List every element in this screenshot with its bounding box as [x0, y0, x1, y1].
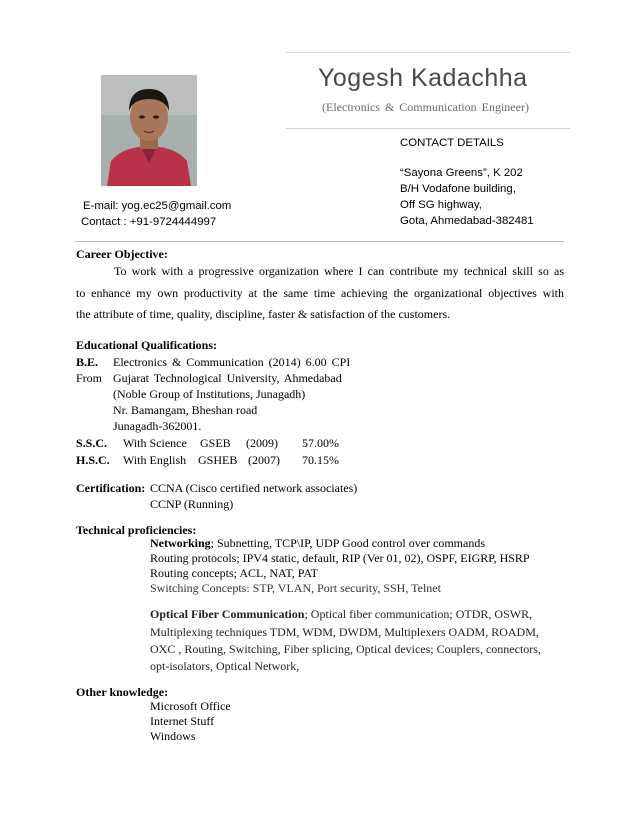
contact-details-heading: CONTACT DETAILS: [400, 137, 504, 149]
ssc-year: (2009): [246, 436, 278, 450]
hsc-stream: With English: [123, 453, 187, 467]
hsc-year: (2007): [248, 453, 280, 467]
be-city: Junagadh-362001.: [113, 419, 202, 433]
header-top-rule: [286, 52, 570, 53]
hsc-label: H.S.C.: [76, 453, 110, 467]
certification-item: CCNP (Running): [150, 497, 234, 511]
optical-line: opt-isolators, Optical Network,: [150, 659, 300, 673]
ssc-label: S.S.C.: [76, 436, 108, 450]
certification-item: CCNA (Cisco certified network associates): [150, 481, 358, 495]
be-college: (Noble Group of Institutions, Junagadh): [113, 387, 306, 401]
ssc-score: 57.00%: [302, 436, 339, 450]
optical-title: Optical Fiber Communication: [150, 607, 305, 621]
address-line: Off SG highway,: [400, 199, 482, 211]
optical-detail: ; Optical fiber communication; OTDR, OSWR,: [304, 607, 533, 621]
networking-line: Routing concepts; ACL, NAT, PAT: [150, 566, 319, 580]
ssc-board: GSEB: [200, 436, 231, 450]
hsc-board: GSHEB: [198, 453, 238, 467]
networking-line: Switching Concepts: STP, VLAN, Port security, SSH, Telnet: [150, 581, 441, 595]
networking-title: Networking: [150, 536, 211, 550]
optical-line: Multiplexing techniques TDM, WDM, DWDM, Multiplexers OADM, ROADM,: [150, 625, 539, 639]
be-from-label: From: [76, 371, 103, 385]
other-knowledge-heading: Other knowledge:: [76, 685, 169, 699]
hsc-score: 70.15%: [302, 453, 339, 467]
networking-line: Routing protocols; IPV4 static, default, RIP (Ver 01, 02), OSPF, EIGRP, HSRP: [150, 551, 530, 565]
optical-line: [150, 606, 532, 623]
be-degree: Electronics & Communication (2014) 6.00 CPI: [113, 355, 351, 369]
be-label: B.E.: [76, 355, 99, 369]
be-address: Nr. Bamangam, Bheshan road: [113, 403, 258, 417]
optical-line: OXC , Routing, Switching, Fiber splicing, Optical devices; Couplers, connectors,: [150, 642, 541, 656]
address-line: “Sayona Greens”, K 202: [400, 167, 523, 179]
career-objective-line: to enhance my own productivity at the same time achieving the organizational objectives with: [76, 286, 564, 300]
email-text: E-mail: yog.ec25@gmail.com: [83, 200, 232, 212]
career-objective-heading: Career Objective:: [76, 247, 168, 261]
other-knowledge-item: Windows: [150, 729, 196, 743]
career-objective-line: To work with a progressive organization where I can contribute my technical skill so as: [114, 264, 564, 278]
other-knowledge-item: Internet Stuff: [150, 714, 215, 728]
address-line: B/H Vodafone building,: [400, 183, 516, 195]
header-mid-rule: [286, 128, 570, 129]
education-heading: Educational Qualifications:: [76, 338, 218, 352]
technical-heading: Technical proficiencies:: [76, 523, 197, 537]
certification-heading: Certification:: [76, 481, 146, 495]
be-university: Gujarat Technological University, Ahmedabad: [113, 371, 342, 385]
ssc-stream: With Science: [123, 436, 187, 450]
candidate-name: Yogesh Kadachha: [318, 64, 528, 92]
address-line: Gota, Ahmedabad-382481: [400, 215, 534, 227]
profile-photo: [101, 75, 197, 186]
header-bottom-rule: [75, 241, 564, 242]
other-knowledge-item: Microsoft Office: [150, 699, 231, 713]
networking-detail: ; Subnetting, TCP\IP, UDP Good control over commands: [210, 536, 486, 550]
career-objective-line: the attribute of time, quality, discipline, faster & satisfaction of the customers.: [76, 307, 451, 321]
phone-text: Contact : +91-9724444997: [81, 216, 217, 228]
candidate-title: (Electronics & Communication Engineer): [322, 100, 529, 114]
